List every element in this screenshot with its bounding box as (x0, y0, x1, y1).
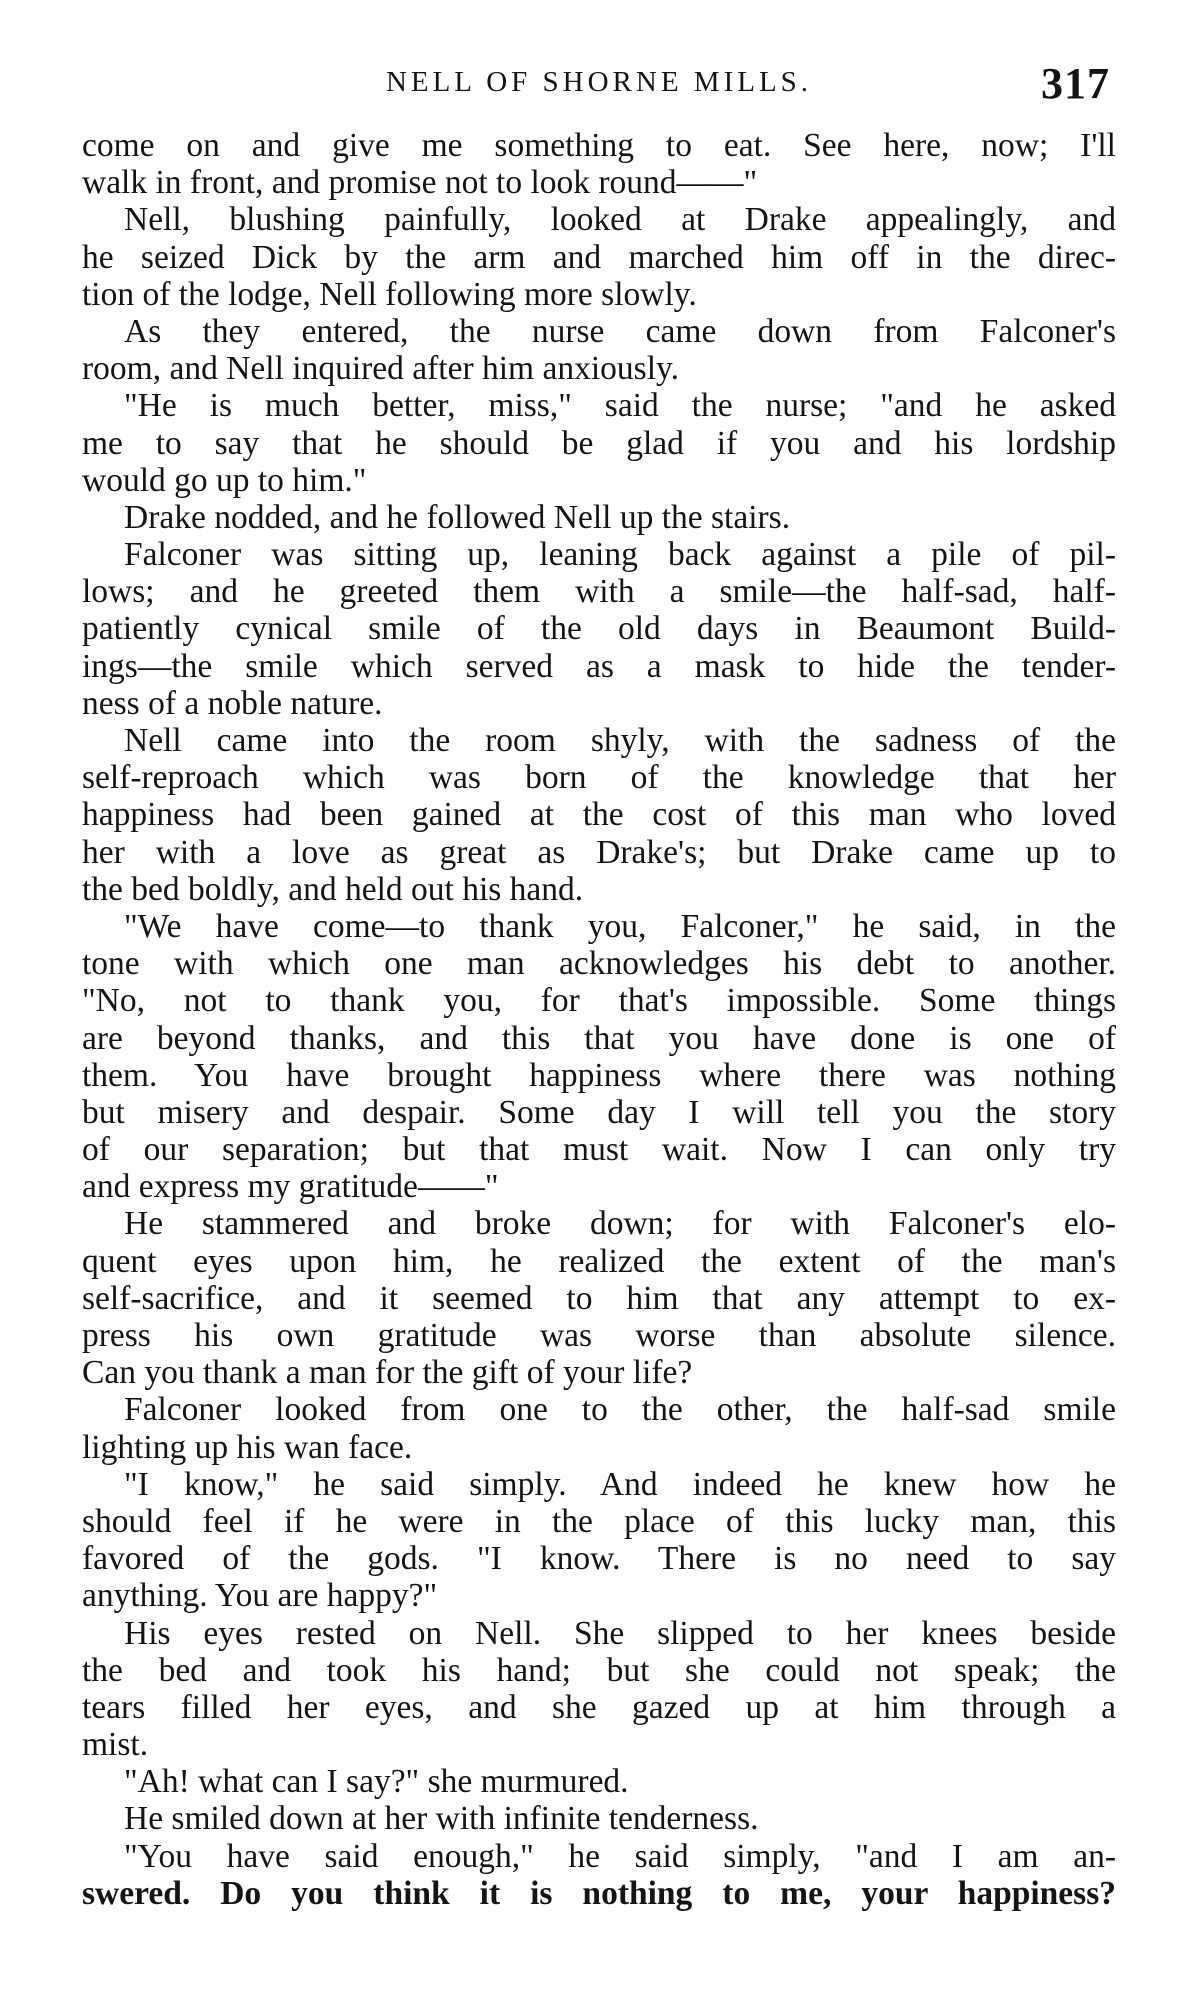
text-line: tears filled her eyes, and she gazed up at him through a (82, 1688, 1116, 1726)
text-line: Drake nodded, and he followed Nell up the stairs. (124, 498, 791, 536)
text-line: anything. You are happy?" (82, 1577, 438, 1615)
text-line: Falconer was sitting up, leaning back against a pile of pil- (124, 536, 1116, 574)
text-line: As they entered, the nurse came down from Falconer's (124, 312, 1116, 350)
text-line: patiently cynical smile of the old days in Beaumont Build- (82, 610, 1116, 648)
text-line: "Ah! what can I say?" she murmured. (124, 1763, 629, 1801)
text-line: Can you thank a man for the gift of your life? (82, 1354, 693, 1392)
text-line: favored of the gods. "I know. There is no need to say (82, 1540, 1116, 1578)
text-line: her with a love as great as Drake's; but Drake came up to (82, 833, 1116, 871)
text-line: but misery and despair. Some day I will tell you the story (82, 1093, 1116, 1131)
text-line: "We have come—to thank you, Falconer," he said, in the (124, 907, 1116, 945)
text-line: Nell, blushing painfully, looked at Drake appealingly, and (124, 201, 1116, 239)
text-line: room, and Nell inquired after him anxiously. (82, 350, 679, 388)
text-line: "You have said enough," he said simply, "and I am an- (124, 1837, 1116, 1875)
text-line: the bed boldly, and held out his hand. (82, 870, 584, 908)
text-line: tion of the lodge, Nell following more slowly. (82, 275, 697, 313)
text-line: tone with which one man acknowledges his debt to another. (82, 945, 1116, 983)
text-line: self-sacrifice, and it seemed to him that any attempt to ex- (82, 1279, 1116, 1317)
text-line: "He is much better, miss," said the nurse; "and he asked (124, 387, 1116, 425)
text-line: Nell came into the room shyly, with the sadness of the (124, 722, 1116, 759)
text-line: "I know," he said simply. And indeed he knew how he (124, 1465, 1116, 1503)
body-text (82, 127, 1116, 1912)
text-line: happiness had been gained at the cost of this man who loved (82, 796, 1116, 834)
text-line: would go up to him." (82, 461, 367, 499)
text-line: He stammered and broke down; for with Falconer's elo- (124, 1205, 1116, 1243)
text-line: lows; and he greeted them with a smile—the half-sad, half- (82, 573, 1116, 611)
text-line: come on and give me something to eat. See here, now; I'll (82, 127, 1116, 164)
text-line: His eyes rested on Nell. She slipped to her knees beside (124, 1614, 1116, 1652)
text-line: he seized Dick by the arm and marched him off in the direc- (82, 238, 1116, 276)
text-line: Falconer looked from one to the other, the half-sad smile (124, 1391, 1116, 1429)
text-line: the bed and took his hand; but she could not speak; the (82, 1651, 1116, 1689)
text-line: He smiled down at her with infinite tenderness. (124, 1800, 759, 1838)
text-line: quent eyes upon him, he realized the extent of the man's (82, 1242, 1116, 1280)
running-title: NELL OF SHORNE MILLS. (385, 66, 813, 98)
text-line: ings—the smile which served as a mask to hide the tender- (82, 647, 1116, 685)
text-line: are beyond thanks, and this that you have done is one of (82, 1019, 1116, 1057)
text-line: ness of a noble nature. (82, 684, 383, 722)
text-line: of our separation; but that must wait. Now I can only try (82, 1131, 1116, 1169)
page-number: 317 (1041, 59, 1110, 108)
text-line: "No, not to thank you, for that's impossible. Some things (82, 982, 1116, 1020)
text-line: should feel if he were in the place of this lucky man, this (82, 1502, 1116, 1540)
text-line: them. You have brought happiness where there was nothing (82, 1056, 1116, 1094)
text-line: walk in front, and promise not to look round——" (82, 164, 758, 202)
text-line: lighting up his wan face. (82, 1428, 413, 1466)
text-line: press his own gratitude was worse than absolute silence. (82, 1317, 1116, 1354)
text-line: self-reproach which was born of the knowledge that her (82, 759, 1116, 797)
text-line: swered. Do you think it is nothing to me, your happiness? (82, 1874, 1116, 1912)
text-line: and express my gratitude——" (82, 1168, 499, 1206)
running-head (82, 58, 1116, 114)
text-line: me to say that he should be glad if you and his lordship (82, 424, 1116, 462)
text-line: mist. (82, 1726, 149, 1764)
